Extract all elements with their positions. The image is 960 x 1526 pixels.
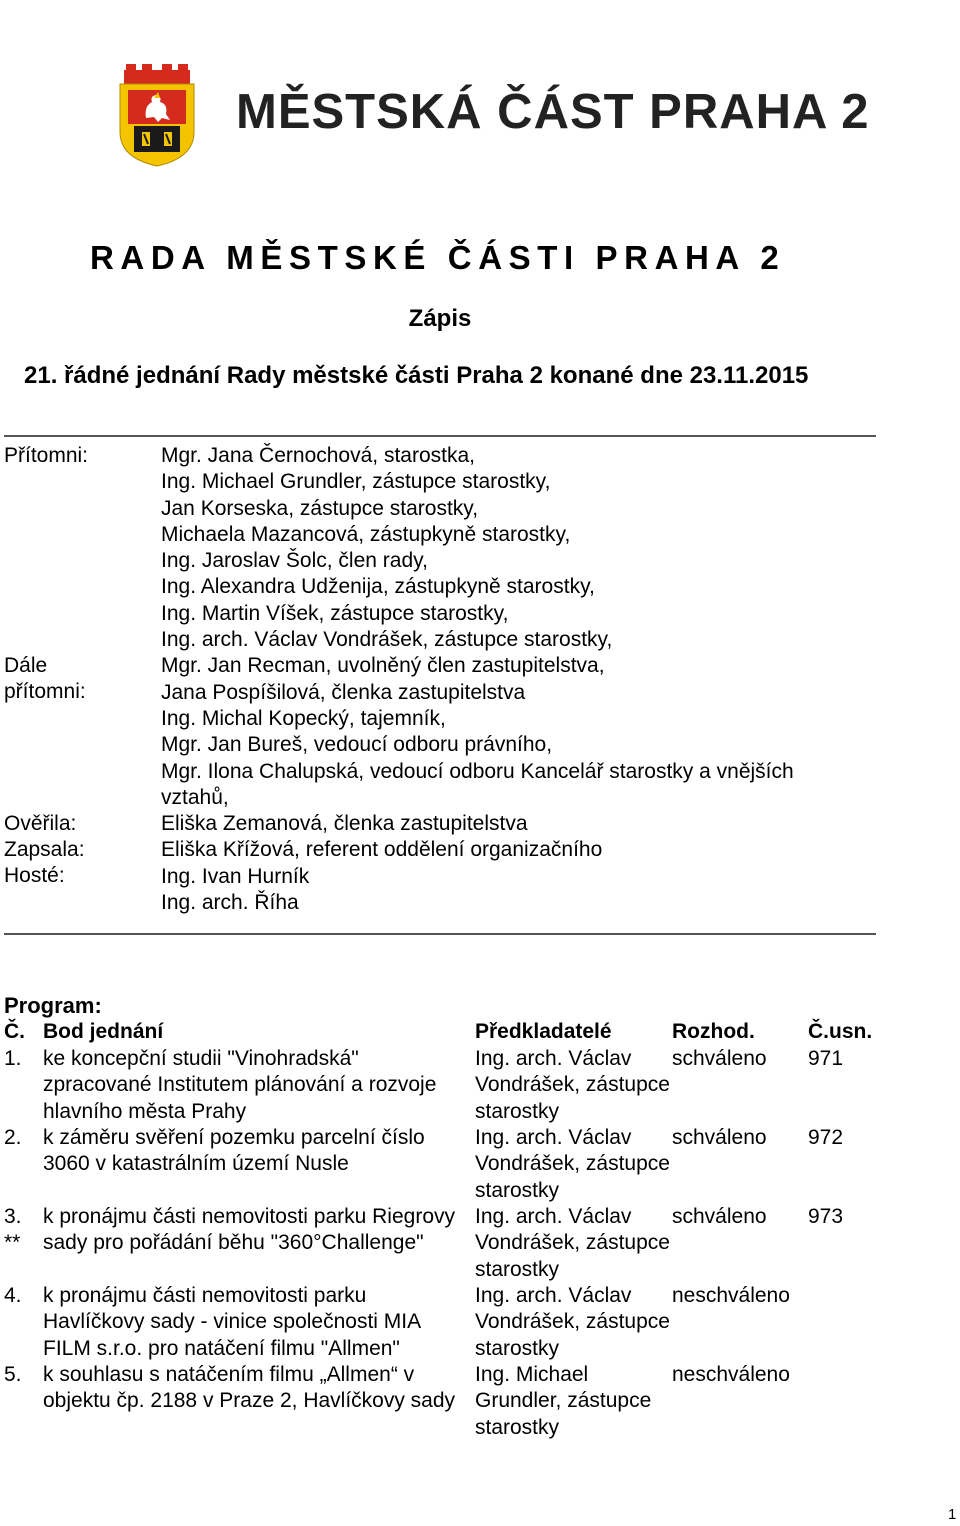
program-heading: Program: — [4, 993, 102, 1018]
column-header-decision: Rozhod. — [672, 1020, 755, 1043]
row-item: ke koncepční studii "Vinohradská" zpracované Institutem plánování a rozvoje hlavního města Prahy — [43, 1047, 437, 1123]
also-present-label-line1: Dále — [4, 654, 48, 677]
council-title: RADA MĚSTSKÉ ČÁSTI PRAHA 2 — [90, 239, 786, 276]
meeting-title: 21. řádné jednání Rady městské části Praha 2 konané dne 23.11.2015 — [24, 362, 809, 389]
list-item: Mgr. Jana Černochová, starostka, — [161, 444, 475, 467]
column-header-item: Bod jednání — [43, 1020, 164, 1043]
column-header-no: Č. — [4, 1020, 25, 1043]
row-no: 1. — [4, 1047, 22, 1070]
row-item: k pronájmu části nemovitosti parku Havlíčkovy sady - vinice společnosti MIA FILM s.r.o. pro natáčení filmu "Allmen" — [43, 1284, 420, 1360]
column-header-submitter: Předkladatelé — [475, 1020, 612, 1043]
row-submitter: Ing. arch. Václav Vondrášek, zástupce starostky — [475, 1205, 670, 1281]
row-resolution-no: 971 — [808, 1047, 844, 1070]
list-item: Ing. Martin Víšek, zástupce starostky, — [161, 601, 509, 625]
coat-of-arms-logo — [114, 62, 200, 168]
list-item: Michaela Mazancová, zástupkyně starostky, — [161, 522, 571, 546]
list-item: Ing. Jaroslav Šolc, člen rady, — [161, 549, 428, 573]
list-item: Jan Korseska, zástupce starostky, — [161, 496, 479, 520]
row-item: k souhlasu s natáčením filmu „Allmen“ v objektu čp. 2188 v Praze 2, Havlíčkovy sady — [43, 1363, 456, 1413]
list-item: Ing. Alexandra Udženija, zástupkyně starostky, — [161, 575, 595, 599]
row-item: k pronájmu části nemovitosti parku Riegrovy sady pro pořádání běhu "360°Challenge" — [43, 1205, 456, 1255]
row-decision: schváleno — [672, 1205, 767, 1228]
list-item: Ing. Ivan Hurník — [161, 864, 310, 888]
row-no: 5. — [4, 1363, 22, 1386]
row-no: 3. ** — [4, 1205, 22, 1255]
present-label: Přítomni: — [4, 444, 89, 467]
list-item: vztahů, — [161, 785, 229, 809]
attendance-list — [161, 443, 794, 916]
row-submitter: Ing. arch. Václav Vondrášek, zástupce starostky — [475, 1284, 670, 1360]
row-decision: schváleno — [672, 1126, 767, 1149]
page-number: 1 — [948, 1506, 957, 1523]
list-item: Ing. arch. Václav Vondrášek, zástupce starostky, — [161, 628, 613, 652]
row-decision: schváleno — [672, 1047, 767, 1070]
list-item: Ing. arch. Říha — [161, 891, 299, 915]
row-resolution-no: 973 — [808, 1205, 844, 1228]
list-item: Ing. Michal Kopecký, tajemník, — [161, 706, 446, 730]
row-submitter: Ing. arch. Václav Vondrášek, zástupce starostky — [475, 1047, 670, 1123]
list-item: Jana Pospíšilová, členka zastupitelstva — [161, 680, 526, 704]
row-decision: neschváleno — [672, 1284, 790, 1307]
row-no: 4. — [4, 1284, 22, 1307]
list-item: Eliška Křížová, referent oddělení organizačního — [161, 838, 603, 862]
column-header-resolution-no: Č.usn. — [808, 1020, 873, 1043]
logo-wordmark: MĚSTSKÁ ČÁST PRAHA 2 — [236, 85, 870, 139]
row-decision: neschváleno — [672, 1363, 790, 1386]
row-item: k záměru svěření pozemku parcelní číslo 3060 v katastrálním území Nusle — [43, 1126, 425, 1176]
list-item: Eliška Zemanová, členka zastupitelstva — [161, 812, 528, 836]
row-no: 2. — [4, 1126, 22, 1149]
divider-bottom — [4, 933, 876, 935]
row-submitter: Ing. arch. Václav Vondrášek, zástupce starostky — [475, 1126, 670, 1202]
list-item: Mgr. Jan Recman, uvolněný člen zastupitelstva, — [161, 654, 605, 678]
document-type: Zápis — [408, 305, 472, 332]
row-submitter: Ing. Michael Grundler, zástupce starostky — [475, 1363, 652, 1439]
verified-label: Ověřila: — [4, 812, 77, 835]
row-resolution-no: 972 — [808, 1126, 844, 1149]
divider-top — [4, 435, 876, 437]
crest-icon — [114, 62, 200, 168]
recorded-label: Zapsala: — [4, 838, 85, 861]
list-item: Mgr. Jan Bureš, vedoucí odboru právního, — [161, 733, 553, 757]
guests-label: Hosté: — [4, 864, 65, 887]
also-present-label-line2: přítomni: — [4, 680, 86, 703]
list-item: Ing. Michael Grundler, zástupce starostky, — [161, 470, 551, 494]
list-item: Mgr. Ilona Chalupská, vedoucí odboru Kancelář starostky a vnějších — [161, 759, 794, 783]
